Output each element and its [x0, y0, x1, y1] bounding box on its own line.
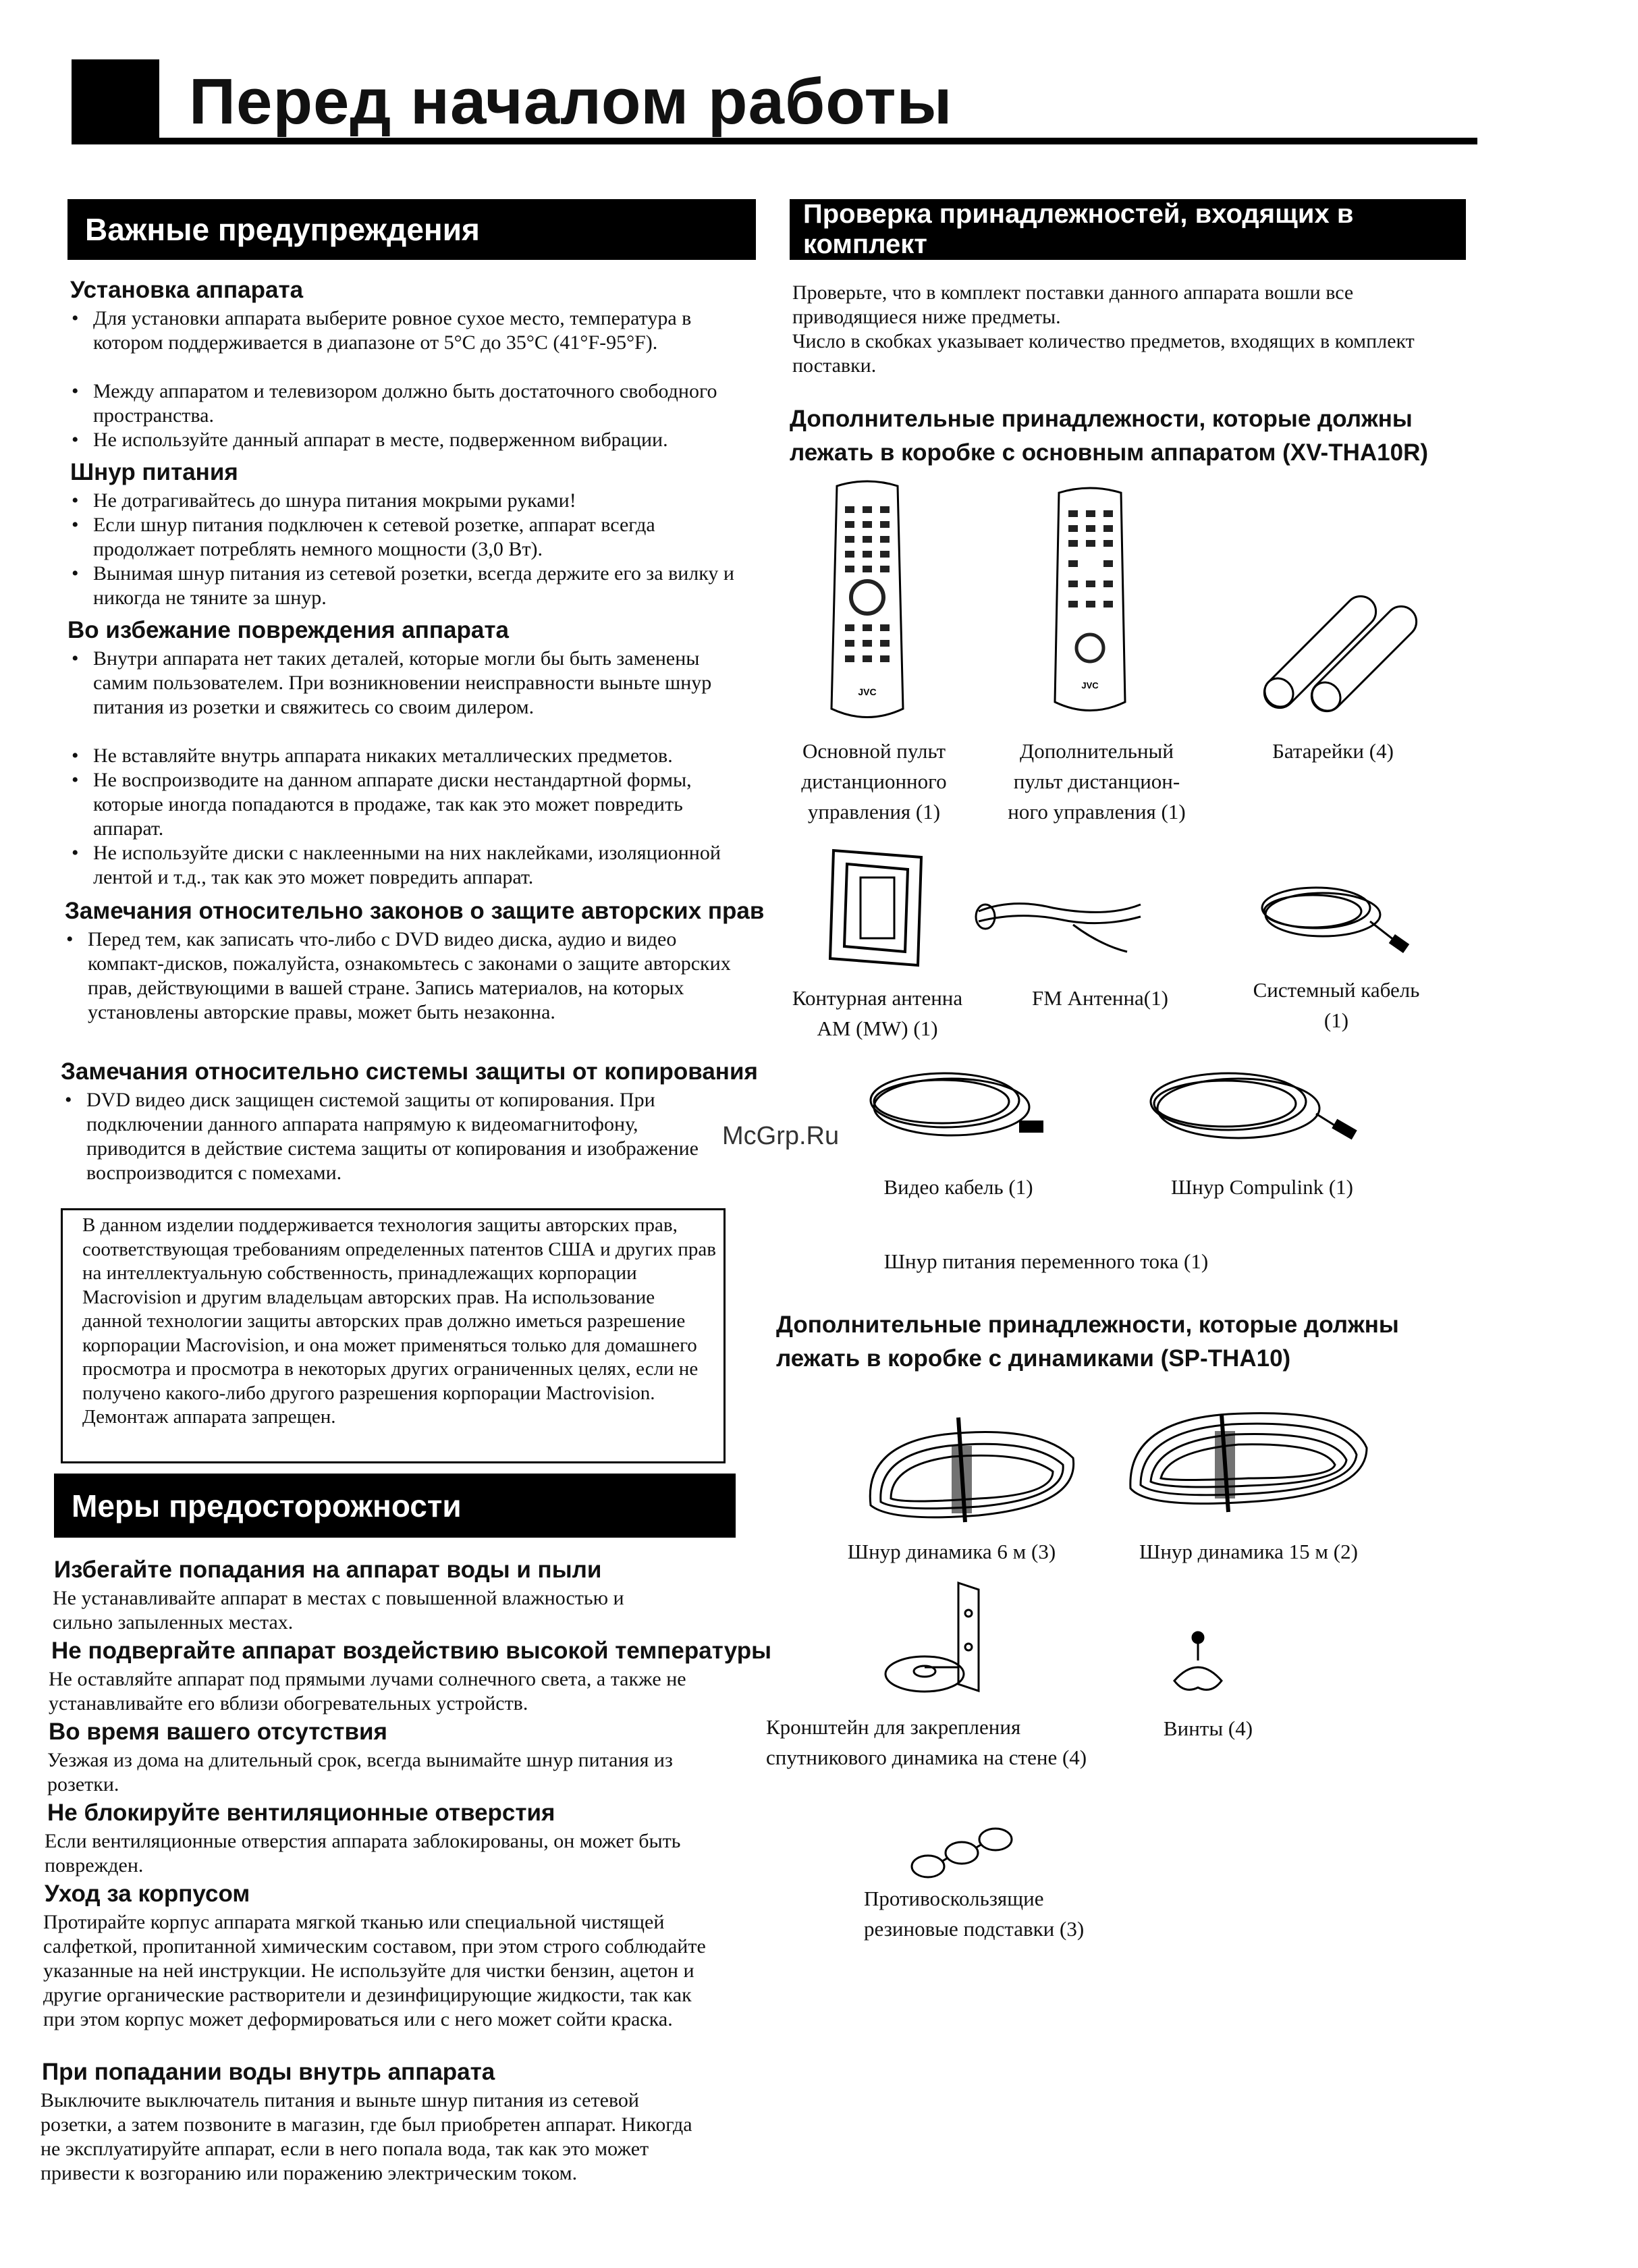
speaker-cord-6m-caption: Шнур динамика 6 м (3): [847, 1540, 1056, 1563]
precaution-6-title: При попадании воды внутрь аппарата: [42, 2059, 495, 2085]
install-bullet-3: • Не используйте данный аппарат в месте, подверженном вибрации.: [72, 429, 668, 451]
precaution-3-text: Уезжая из дома на длительный срок, всегда вынимайте шнур питания из розетки.: [47, 1749, 673, 1796]
precaution-6-text: Выключите выключатель питания и выньте шнур питания из сетевой розетки, а затем позвоните в магазин, где был приобретен аппарат. Никогда не эксплуатируйте аппарат, если в него попала вода, так как это может привести к возгоранию или поражению электрическим током.: [40, 2089, 692, 2184]
damage-title: Во избежание повреждения аппарата: [67, 617, 509, 643]
copyprot-title: Замечания относительно системы защиты от копирования: [61, 1058, 758, 1085]
cord-bullet-2: • Если шнур питания подключен к сетевой розетке, аппарат всегда продолжает потреблять немного мощности (3,0 Вт).: [72, 514, 655, 560]
screws-caption: Винты (4): [1163, 1717, 1253, 1740]
precaution-4-text: Если вентиляционные отверстия аппарата заблокированы, он может быть поврежден.: [45, 1830, 681, 1877]
precaution-5-text: Протирайте корпус аппарата мягкой тканью или специальной чистящей салфеткой, пропитанной химическим составом, при этом строго соблюдайте указанные на ней инструкции. Не используйте для чистки бензин, ацетон и другие органические растворители и дезинфицирующие жидкости, так как при этом корпус может деформироваться или с него может сойти краска.: [43, 1911, 706, 2030]
speaker-cord-15m-caption: Шнур динамика 15 м (2): [1139, 1540, 1358, 1563]
precaution-1-text: Не устанавливайте аппарат в местах с повышенной влажностью и сильно запыленных местах.: [53, 1587, 624, 1634]
damage-bullet-4: • Не используйте диски с наклеенными на них наклейками, изоляционной лентой и т.д., так как это может повредить аппарат.: [72, 842, 721, 888]
damage-bullet-3: • Не воспроизводите на данном аппарате диски нестандартной формы, которые иногда попадаются в продаже, так как это может повредить аппарат.: [72, 769, 692, 840]
title-rule: [72, 138, 1477, 144]
main-remote-image: [823, 479, 911, 729]
copyright-bullet-1: • Перед тем, как записать что-либо с DVD видео диска, аудио и видео компакт-дисков, пожалуйста, ознакомьтесь с законами о защите авторских прав, действующими в вашей стране. Запись материалов, на которых установлены авторские правы, может быть незаконна.: [66, 928, 731, 1023]
main-remote-caption: Основной пульт дистанционного управления (1): [801, 739, 947, 824]
damage-bullet-2: • Не вставляйте внутрь аппарата никаких металлических предметов.: [72, 745, 673, 767]
speaker-cord-15m-image: [1120, 1394, 1377, 1526]
compulink-caption: Шнур Compulink (1): [1170, 1175, 1354, 1199]
accessories-intro: Проверьте, что в комплект поставки данного аппарата вошли все приводящиеся ниже предметы. Число в скобках указывает количество предметов, входящих в комплект поставки.: [792, 281, 1415, 377]
copyprot-bullet-1: • DVD видео диск защищен системой защиты от копирования. При подключении данного аппарата напрямую к видеомагнитофону, приводится в действие система защиты от копирования и изображение воспроизводится с помехами.: [65, 1089, 699, 1184]
am-antenna-caption: Контурная антенна AM (MW) (1): [792, 986, 963, 1040]
wall-bracket-caption: Кронштейн для закрепления спутникового динамика на стене (4): [766, 1715, 1087, 1769]
video-cable-caption: Видео кабель (1): [883, 1175, 1033, 1199]
precaution-2-text: Не оставляйте аппарат под прямыми лучами солнечного света, а также не устанавливайте его вблизи обогревательных устройств.: [49, 1668, 686, 1714]
wall-bracket-image: [877, 1573, 1012, 1701]
warnings-header: Важные предупреждения: [67, 199, 756, 260]
batteries-caption: Батарейки (4): [1272, 739, 1394, 763]
sub-remote-caption: Дополнительный пульт дистанцион-ного управления (1): [1008, 739, 1186, 824]
batteries-image: [1249, 574, 1424, 716]
accessories-header: Проверка принадлежностей, входящих в комплект: [790, 199, 1466, 260]
watermark: McGrp.Ru: [722, 1122, 840, 1150]
am-antenna-image: [820, 844, 935, 972]
rubber-feet-image: [904, 1816, 1026, 1890]
macrovision-notice-text: В данном изделии поддерживается технология защиты авторских прав, соответствующая требованиям определенных патентов США и других прав на интеллектуальную собственность, принадлежащих корпорации Macrovision и другим владельцам авторских прав. На использование данной технологии защиты авторских прав должно иметься разрешение корпорации Macrovision, и она может применяться только для домашнего просмотра и просмотра в некоторых других ограниченных целях, если не получено какого-либо другого разрешения корпорации Mactrovision. Демонтаж аппарата запрещен.: [82, 1214, 716, 1428]
screws-image: [1161, 1627, 1235, 1701]
speaker-box-title: Дополнительные принадлежности, которые должны лежать в коробке с динамиками (SP-THA10): [776, 1312, 1399, 1372]
install-bullet-2: • Между аппаратом и телевизором должно быть достаточного свободного пространства.: [72, 380, 717, 427]
fm-antenna-image: [972, 878, 1147, 965]
fm-antenna-caption: FM Антенна(1): [1032, 986, 1168, 1010]
precaution-3-title: Во время вашего отсутствия: [49, 1719, 387, 1745]
page-title: Перед началом работы: [189, 65, 953, 138]
system-cable-image: [1249, 871, 1417, 972]
precaution-4-title: Не блокируйте вентиляционные отверстия: [47, 1800, 555, 1826]
install-bullet-1: • Для установки аппарата выберите ровное сухое место, температура в котором поддерживается в диапазоне от 5°C до 35°C (41°F-95°F).: [72, 307, 692, 354]
damage-bullet-1: • Внутри аппарата нет таких деталей, которые могли бы быть заменены самим пользователем. При возникновении неисправности выньте шнур питания из розетки и свяжитесь со своим дилером.: [72, 647, 712, 718]
compulink-cable-image: [1141, 1060, 1363, 1161]
precaution-2-title: Не подвергайте аппарат воздействию высокой температуры: [51, 1638, 771, 1664]
precaution-5-title: Уход за корпусом: [45, 1881, 250, 1907]
cord-title: Шнур питания: [70, 459, 238, 485]
main-remote-brand: JVC: [858, 686, 877, 697]
video-cable-image: [857, 1060, 1060, 1161]
sub-remote-brand: JVC: [1081, 680, 1099, 691]
speaker-cord-6m-image: [857, 1404, 1087, 1532]
system-cable-caption: Системный кабель (1): [1253, 978, 1420, 1032]
precaution-1-title: Избегайте попадания на аппарат воды и пыли: [54, 1557, 602, 1583]
cord-bullet-3: • Вынимая шнур питания из сетевой розетки, всегда держите его за вилку и никогда не тяните за шнур.: [72, 562, 734, 609]
precautions-header: Меры предосторожности: [54, 1474, 736, 1538]
sub-remote-image: [1049, 486, 1130, 722]
copyright-title: Замечания относительно законов о защите авторских прав: [65, 898, 765, 924]
install-title: Установка аппарата: [70, 277, 304, 303]
cord-bullet-1: • Не дотрагивайтесь до шнура питания мокрыми руками!: [72, 489, 576, 512]
rubber-feet-caption: Противоскользящие резиновые подставки (3): [864, 1887, 1085, 1941]
main-box-title: Дополнительные принадлежности, которые должны лежать в коробке с основным аппаратом (XV-THA10R): [790, 406, 1429, 466]
title-block-marker: [72, 59, 159, 140]
ac-cord-caption: Шнур питания переменного тока (1): [883, 1249, 1209, 1273]
